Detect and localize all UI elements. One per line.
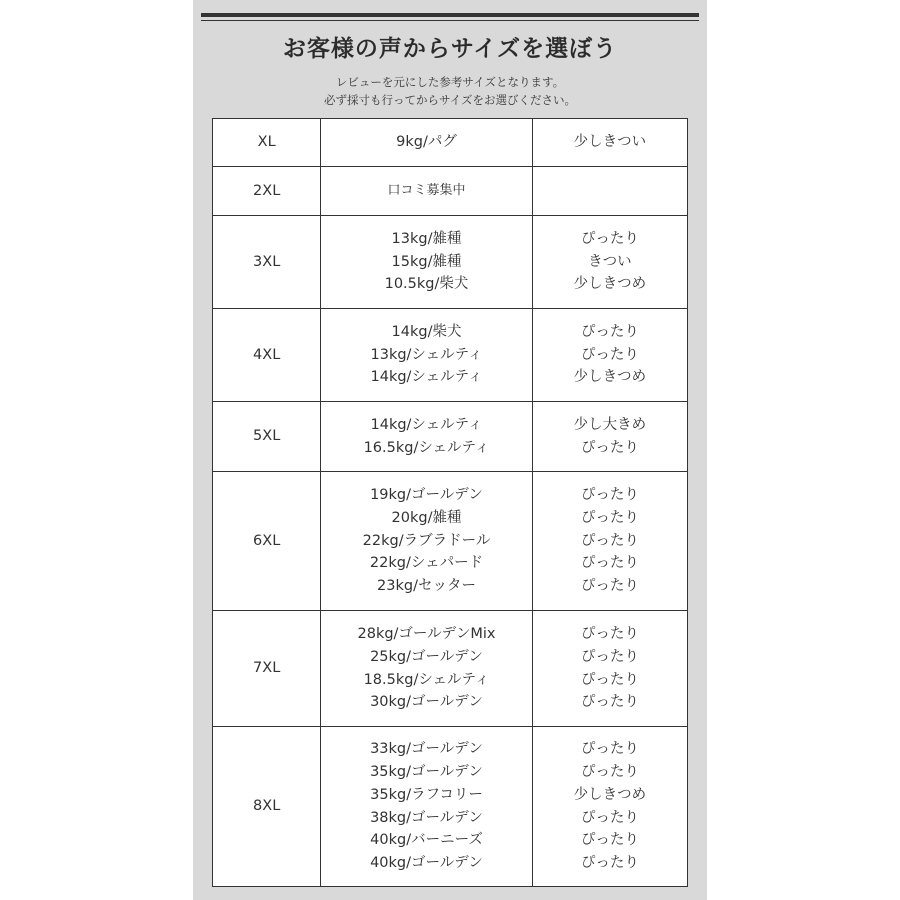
page-title: お客様の声からサイズを選ぼう [282,36,618,62]
fit-rating: 少しきつめ [573,276,647,293]
table-row [213,216,688,309]
fit-rating: ぴったり [580,487,639,504]
size-cell: 6XL [213,472,321,611]
dog-weight-breed: 40kg/ゴールデン [370,854,483,871]
dog-weight-breed: 22kg/ラブラドール [362,532,491,549]
table-row [213,309,688,402]
dog-weight-breed: 35kg/ゴールデン [370,764,483,781]
fit-rating: ぴったり [580,439,639,456]
dog-weight-breed: 15kg/雑種 [391,253,462,270]
size-cell: 3XL [213,216,321,309]
table-row [213,167,688,216]
table-row [213,472,688,611]
dog-weight-breed: 13kg/シェルティ [370,346,483,363]
dog-weight-breed: 35kg/ラフコリー [370,786,483,803]
dog-weight-breed: 14kg/シェルティ [370,369,483,386]
fit-cell [532,611,687,727]
fit-rating: 少し大きめ [573,416,647,433]
fit-rating: ぴったり [580,346,639,363]
top-divider-thin [201,20,699,21]
table-row [213,119,688,167]
dog-weight-breed: 30kg/ゴールデン [370,694,483,711]
fit-rating: ぴったり [580,854,639,871]
fit-cell [532,727,687,887]
table-row [213,727,688,887]
dog-weight-breed: 14kg/シェルティ [370,416,483,433]
fit-rating: ぴったり [580,648,639,665]
dog-weight-breed: 19kg/ゴールデン [370,487,483,504]
dog-weight-breed: 40kg/バーニーズ [370,832,483,849]
dog-weight-breed: 13kg/雑種 [391,230,462,247]
dog-weight-breed: 16.5kg/シェルティ [363,439,490,456]
fit-rating: きつい [588,253,632,270]
fit-cell [532,402,687,472]
table-row [213,611,688,727]
fit-rating: ぴったり [580,741,639,758]
fit-cell [532,472,687,611]
size-cell: 7XL [213,611,321,727]
dog-cell [321,119,532,167]
fit-rating: ぴったり [580,809,639,826]
dog-weight-breed: 14kg/柴犬 [391,323,462,340]
dog-weight-breed: 23kg/セッター [377,578,476,595]
dog-cell [321,402,532,472]
fit-cell [532,309,687,402]
fit-rating: ぴったり [580,555,639,572]
dog-weight-breed: 20kg/雑種 [391,509,462,526]
subtitle-line-1: レビューを元にした参考サイズとなります。 [335,75,565,89]
size-cell: 5XL [213,402,321,472]
dog-cell [321,309,532,402]
top-divider [201,13,699,17]
dog-cell [321,727,532,887]
dog-cell [321,216,532,309]
subtitle-line-2: 必ず採寸も行ってからサイズをお選びください。 [323,93,577,107]
fit-rating: 少しきつめ [573,786,647,803]
size-cell: 8XL [213,727,321,887]
size-cell: XL [213,119,321,167]
fit-rating: ぴったり [580,626,639,643]
dog-weight-breed: 10.5kg/柴犬 [384,276,469,293]
table-row [213,402,688,472]
fit-rating: ぴったり [580,532,639,549]
fit-rating: 少しきつい [573,134,647,151]
dog-cell [321,167,532,216]
fit-rating: ぴったり [580,578,639,595]
fit-rating: 少しきつめ [573,369,647,386]
fit-cell [532,167,687,216]
fit-rating: ぴったり [580,694,639,711]
dog-weight-breed: 口コミ募集中 [387,182,466,198]
dog-weight-breed: 18.5kg/シェルティ [363,671,490,688]
size-cell: 4XL [213,309,321,402]
fit-cell [532,119,687,167]
dog-weight-breed: 33kg/ゴールデン [370,741,483,758]
dog-weight-breed: 25kg/ゴールデン [370,648,483,665]
dog-weight-breed: 9kg/パグ [396,134,457,151]
fit-rating: ぴったり [580,509,639,526]
fit-rating: ぴったり [580,323,639,340]
fit-rating: ぴったり [580,230,639,247]
dog-cell [321,472,532,611]
dog-cell [321,611,532,727]
dog-weight-breed: 22kg/シェパード [369,555,484,572]
size-cell: 2XL [213,167,321,216]
dog-weight-breed: 38kg/ゴールデン [370,809,483,826]
fit-rating: ぴったり [580,671,639,688]
size-review-table [212,118,688,887]
dog-weight-breed: 28kg/ゴールデンMix [357,626,496,643]
fit-rating: ぴったり [580,832,639,849]
fit-rating: ぴったり [580,764,639,781]
fit-cell [532,216,687,309]
